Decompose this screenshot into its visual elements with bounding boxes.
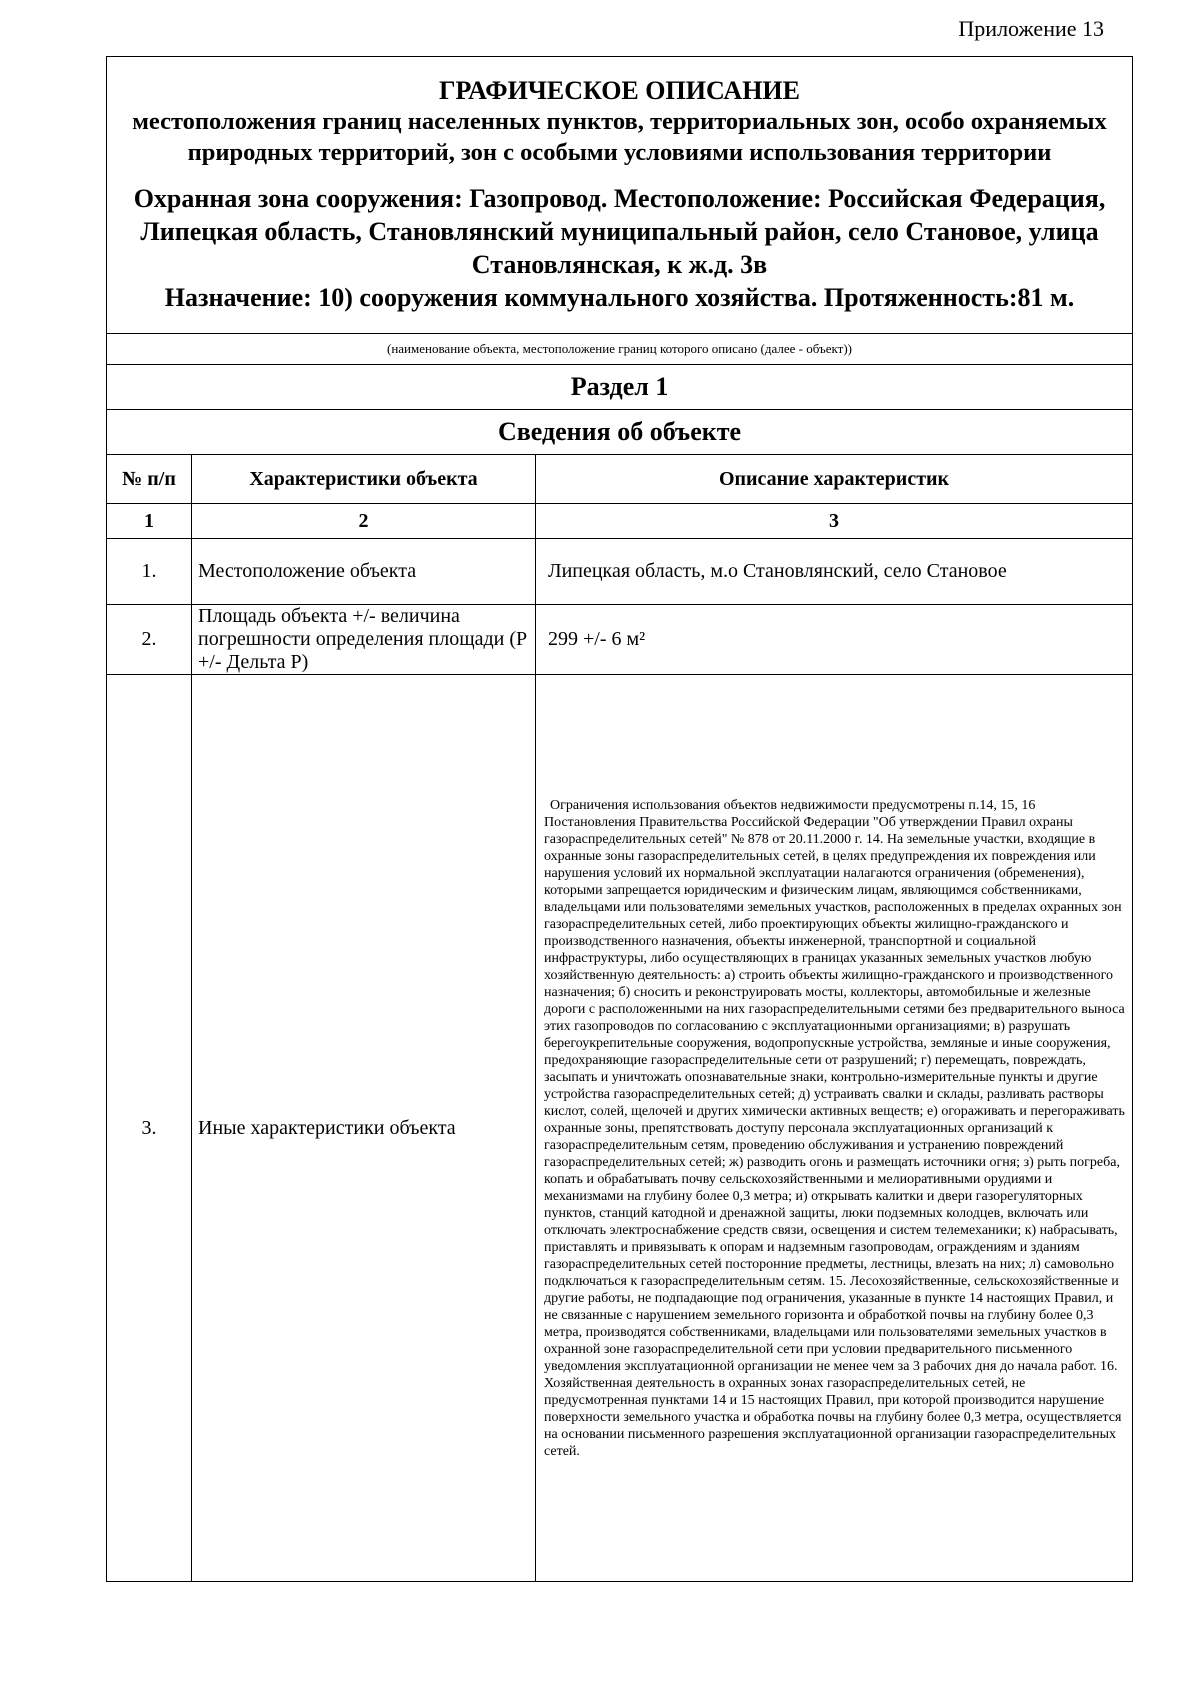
table-row (107, 605, 1133, 675)
row-characteristic: Площадь объекта +/- величина погрешности определения площади (P +/- Дельта P) (192, 605, 536, 675)
section-title: Раздел 1 (107, 365, 1133, 410)
row-number: 2. (107, 605, 192, 675)
section-subtitle: Сведения об объекте (107, 410, 1133, 455)
table-row (107, 675, 1133, 1582)
object-caption: (наименование объекта, местоположение границ которого описано (далее - объект)) (107, 334, 1133, 365)
row-description-long (536, 675, 1133, 1582)
column-header-num: № п/п (107, 455, 192, 504)
table-row (107, 539, 1133, 605)
row-description: Липецкая область, м.о Становлянский, село Становое (536, 539, 1133, 605)
appendix-label: Приложение 13 (958, 16, 1104, 41)
row-description: 299 +/- 6 м² (536, 605, 1133, 675)
object-purpose: Назначение: 10) сооружения коммунального хозяйства. Протяженность:81 м. (164, 283, 1075, 312)
section-subtitle-row (107, 410, 1133, 455)
column-number-2: 2 (192, 504, 536, 539)
row-characteristic: Иные характеристики объекта (192, 675, 536, 1582)
section-row (107, 365, 1133, 410)
restrictions-text: Ограничения использования объектов недвижимости предусмотрены п.14, 15, 16 Постановления Правительства Российской Федерации "Об утверждении Правил охраны газораспределительных сетей" № 878 от 20.11.2000 г. 14. На земельные участки, входящие в охранные зоны газораспределительных сетей, в целях предупреждения их повреждения или нарушения условий их нормальной эксплуатации налагаются ограничения (обременения), которыми запрещается юридическим и физическим лицам, являющимся собственниками, владельцами или пользователями земельных участков, расположенных в пределах охранных зон газораспределительных сетей, либо проектирующих объекты жилищно-гражданского и производственного назначения, объекты инженерной, транспортной и социальной инфраструктуры, либо осуществляющих в границах указанных земельных участков любую хозяйственную деятельность: а) строить объекты жилищно-гражданского и производственного назначения; б) сносить и реконструировать мосты, коллекторы, автомобильные и железные дороги с расположенными на них газораспределительными сетями без предварительного выноса этих газопроводов по согласованию с эксплуатационными организациями; в) разрушать берегоукрепительные сооружения, водопропускные устройства, земляные и иные сооружения, предохраняющие газораспределительные сети от разрушений; г) перемещать, повреждать, засыпать и уничтожать опознавательные знаки, контрольно-измерительные пункты и другие устройства газораспределительных сетей; д) устраивать свалки и склады, разливать растворы кислот, солей, щелочей и других химически активных веществ; е) огораживать и перегораживать охранные зоны, препятствовать доступу персонала эксплуатационных организаций к газораспределительным сетям, проведению обслуживания и устранению повреждений газораспределительных сетей; ж) разводить огонь и размещать источники огня; з) рыть погреба, копать и обрабатывать почву сельскохозяйственными и мелиоративными орудиями и механизмами на глубину более 0,3 метра; и) открывать калитки и двери газорегуляторных пунктов, станций катодной и дренажной защиты, люки подземных колодцев, включать или отключать электроснабжение средств связи, освещения и систем телемеханики; к) набрасывать, приставлять и привязывать к опорам и надземным газопроводам, ограждениям и зданиям газораспределительных сетей посторонние предметы, лестницы, влезать на них; л) самовольно подключаться к газораспределительным сетям. 15. Лесохозяйственные, сельскохозяйственные и другие работы, не подпадающие под ограничения, указанные в пункте 14 настоящих Правил, и не связанные с нарушением земельного горизонта и обработкой почвы на глубину более 0,3 метра, производятся собственниками, владельцами или пользователями земельных участков в охранной зоне газораспределительной сети при условии предварительного письменного уведомления эксплуатационной организации не менее чем за 3 рабочих дня до начала работ. 16. Хозяйственная деятельность в охранных зонах газораспределительных сетей, не предусмотренная пунктами 14 и 15 настоящих Правил, при которой производится нарушение поверхности земельного участка и обработка почвы на глубину более 0,3 метра, осуществляется на основании письменного разрешения эксплуатационной организации газораспределительных сетей. (544, 797, 1125, 1459)
header-row (107, 57, 1133, 334)
caption-row (107, 334, 1133, 365)
object-name: Охранная зона сооружения: Газопровод. Местоположение: Российская Федерация, Липецкая область, Становлянский муниципальный район, село Становое, улица Становлянская, к ж.д. 3в (133, 184, 1106, 279)
column-number-3: 3 (536, 504, 1133, 539)
document-title: ГРАФИЧЕСКОЕ ОПИСАНИЕ (439, 76, 800, 105)
row-number: 3. (107, 675, 192, 1582)
header-cell (107, 57, 1133, 334)
description-table (106, 56, 1133, 1582)
column-number-1: 1 (107, 504, 192, 539)
column-header-row (107, 455, 1133, 504)
row-characteristic: Местоположение объекта (192, 539, 536, 605)
header-block (107, 70, 1132, 320)
column-header-characteristic: Характеристики объекта (192, 455, 536, 504)
column-number-row (107, 504, 1133, 539)
column-header-description: Описание характеристик (536, 455, 1133, 504)
row-number: 1. (107, 539, 192, 605)
document-subtitle: местоположения границ населенных пунктов, территориальных зон, особо охраняемых природных территорий, зон с особыми условиями использования территории (132, 108, 1107, 166)
